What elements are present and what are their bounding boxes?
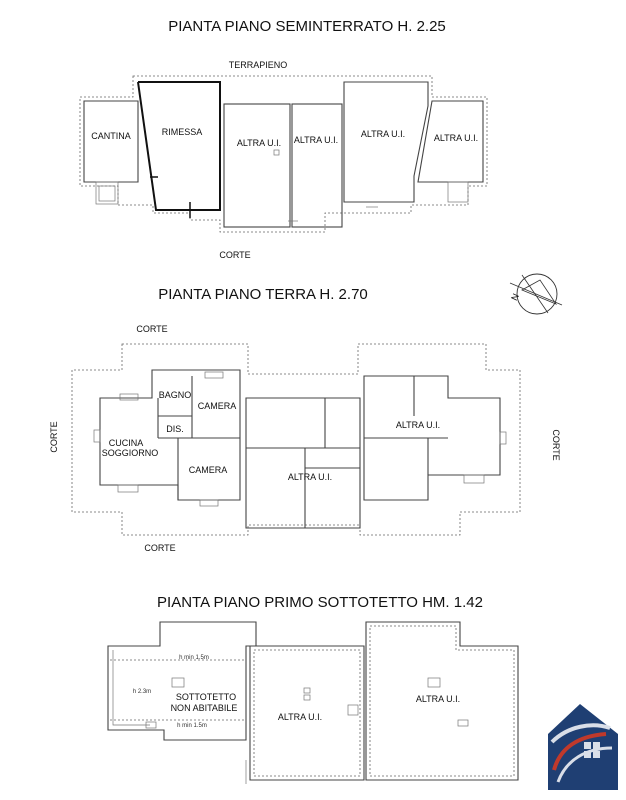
attic-height-top: h min 1.5m (179, 655, 209, 661)
label-corte-bottom: CORTE (144, 543, 176, 553)
attic-height-mid: h 2.3m (132, 689, 152, 695)
room-label-altra-ui-g2: ALTRA U.I. (395, 420, 441, 430)
label-terrapieno: TERRAPIENO (228, 60, 288, 70)
room-label-rimessa: RIMESSA (161, 127, 203, 137)
room-label-camera-1: CAMERA (197, 401, 237, 411)
room-label-altra-ui-a1: ALTRA U.I. (277, 712, 323, 722)
room-label-cucina: CUCINA (108, 438, 144, 448)
room-altra-ui-g1 (246, 398, 360, 528)
room-label-soggiorno: SOGGIORNO (101, 448, 159, 458)
attic-height-bottom: h min 1.5m (177, 723, 207, 729)
room-label-bagno: BAGNO (158, 390, 192, 400)
label-corte-right: CORTE (551, 429, 561, 461)
basement-title: PIANTA PIANO SEMINTERRATO H. 2.25 (168, 18, 446, 35)
north-compass (509, 274, 562, 314)
room-label-cantina: CANTINA (91, 131, 131, 141)
room-label-camera-2: CAMERA (188, 465, 228, 475)
room-label-dis: DIS. (166, 424, 184, 434)
house-logo-icon (548, 704, 618, 790)
ground-floor-title: PIANTA PIANO TERRA H. 2.70 (158, 286, 368, 303)
room-altra-ui-b1 (224, 104, 290, 227)
label-corte-left: CORTE (49, 421, 59, 453)
room-label-sottotetto: SOTTOTETTO (175, 692, 237, 702)
room-rimessa (138, 82, 220, 210)
room-altra-ui-b3 (344, 82, 428, 202)
label-corte-top: CORTE (136, 324, 168, 334)
attic-plan (108, 594, 518, 784)
basement-plan (80, 18, 487, 260)
ground-floor-plan (49, 286, 561, 553)
room-label-altra-ui-a2: ALTRA U.I. (415, 694, 461, 704)
room-label-altra-ui-g1: ALTRA U.I. (287, 472, 333, 482)
room-altra-ui-b2 (292, 104, 342, 227)
room-label-non-abitabile: NON ABITABILE (170, 703, 238, 713)
room-cantina (84, 101, 138, 182)
label-corte-basement: CORTE (219, 250, 251, 260)
compass-north-letter: N (509, 291, 521, 303)
room-label-altra-ui-b3: ALTRA U.I. (360, 129, 406, 139)
attic-title: PIANTA PIANO PRIMO SOTTOTETTO HM. 1.42 (157, 594, 483, 611)
room-label-altra-ui-b2: ALTRA U.I. (293, 135, 339, 145)
room-label-altra-ui-b4: ALTRA U.I. (433, 133, 479, 143)
room-label-altra-ui-b1: ALTRA U.I. (236, 138, 282, 148)
